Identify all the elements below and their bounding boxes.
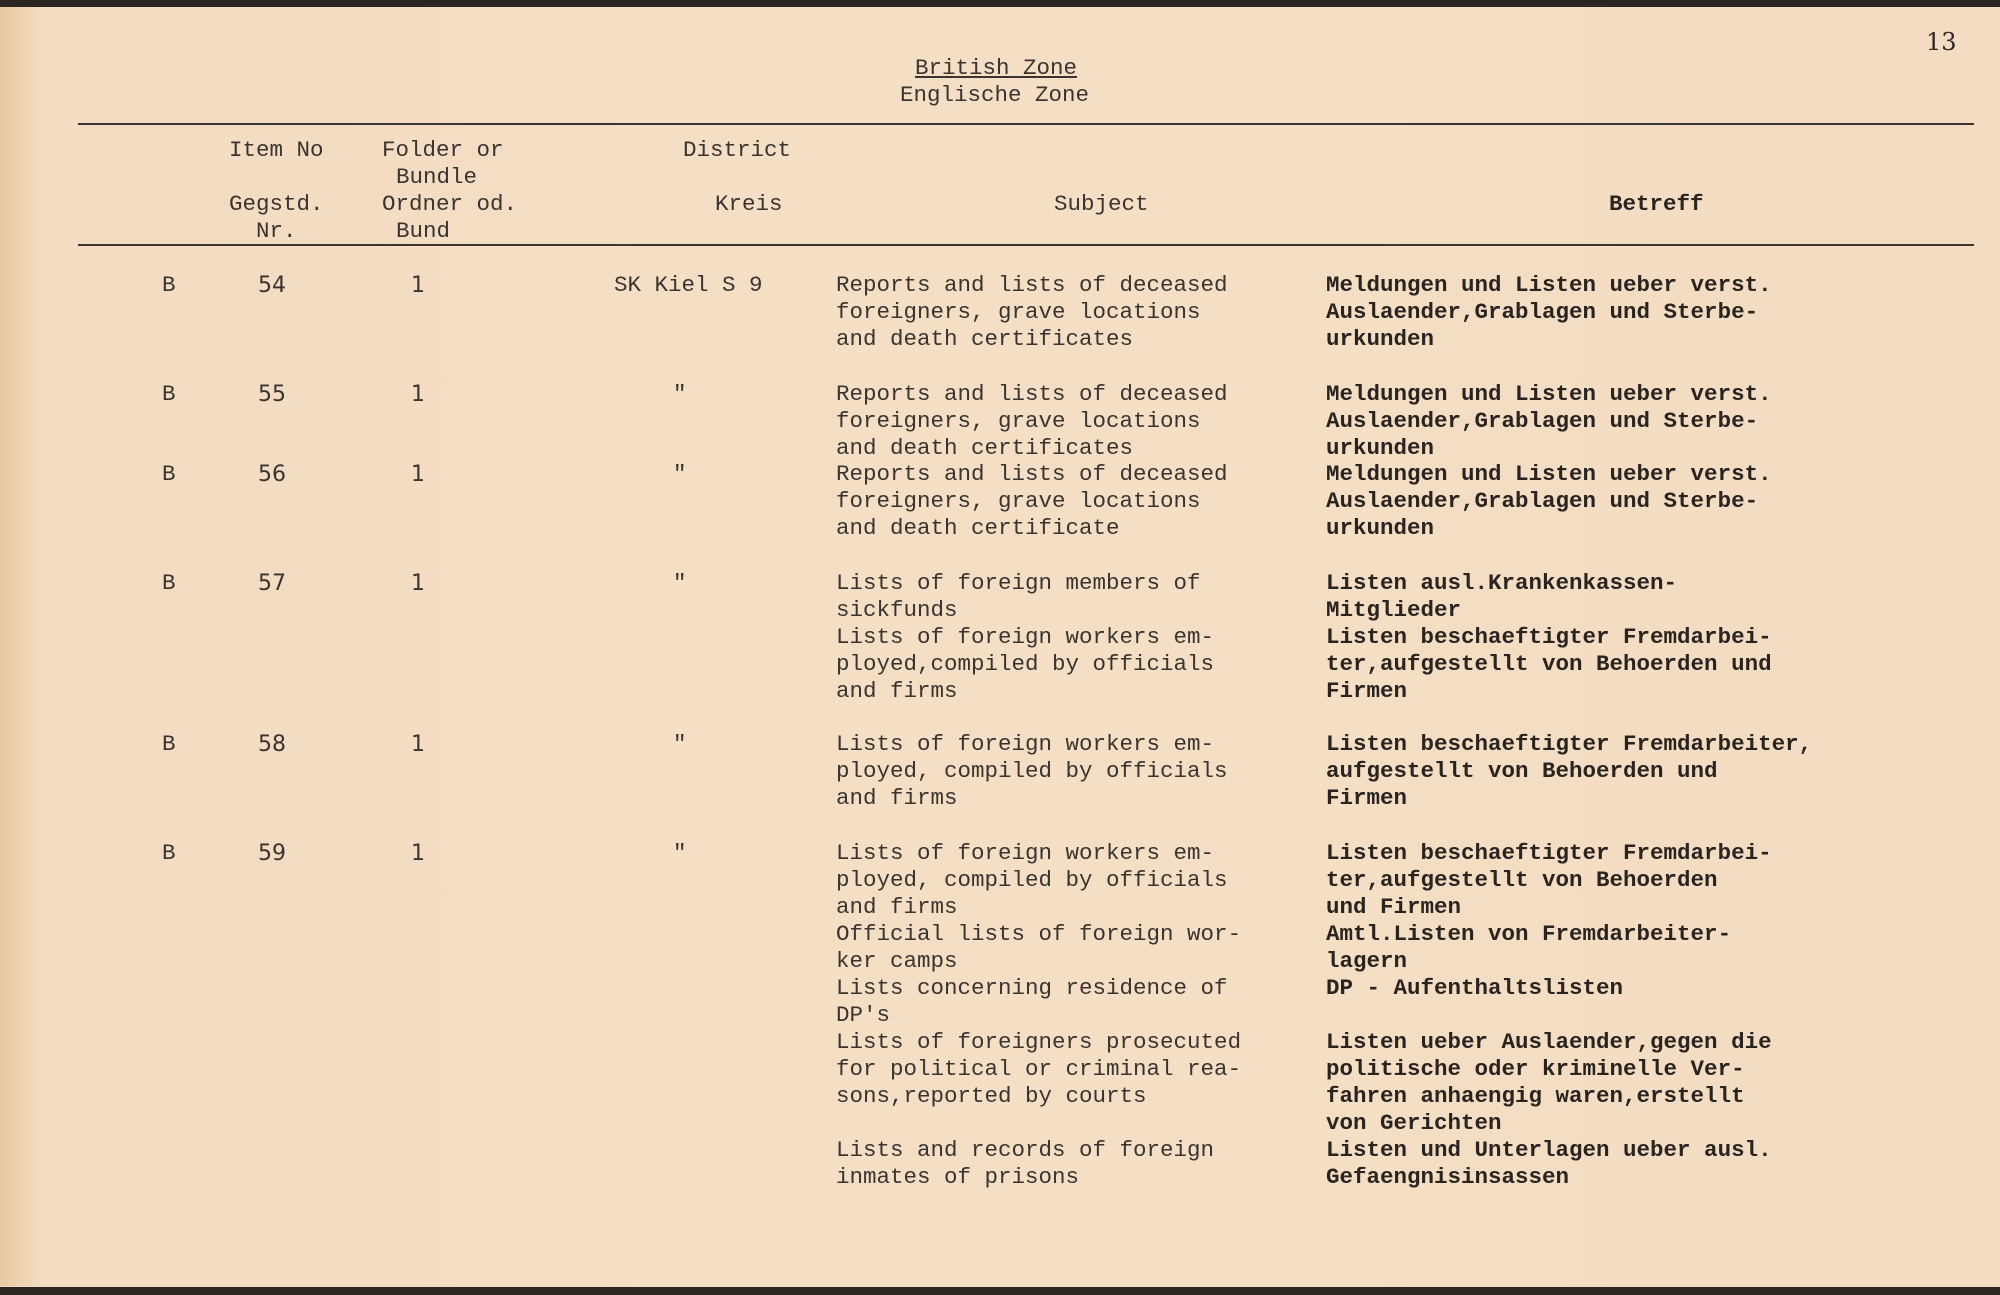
header-bottom-rule — [78, 244, 1974, 246]
betreff-line: Amtl.Listen von Fremdarbeiter- — [1326, 921, 1732, 947]
header-item-no: Item No — [229, 137, 324, 163]
item-number: 57 — [258, 571, 286, 596]
scan-border-bottom — [0, 1287, 2000, 1295]
item-number: 54 — [258, 273, 286, 298]
header-district-de: Kreis — [715, 191, 783, 217]
betreff-line — [1326, 1002, 1772, 1029]
folder-number: 1 — [411, 841, 425, 866]
subject-line: sickfunds — [836, 597, 958, 623]
district-cell: " — [673, 840, 687, 866]
folder-number: 1 — [411, 732, 425, 757]
subject-line: Reports and lists of deceased — [836, 461, 1228, 487]
subject-line: Reports and lists of deceased — [836, 272, 1228, 298]
betreff-line: urkunden — [1326, 515, 1435, 541]
district-cell: " — [673, 731, 687, 757]
betreff-line: Firmen — [1326, 785, 1408, 811]
header-top-rule — [78, 123, 1974, 125]
page-number: 13 — [1926, 28, 1957, 56]
betreff-line: Mitglieder — [1326, 597, 1462, 623]
series-letter: B — [162, 731, 176, 757]
header-folder-de2: Bund — [396, 218, 451, 244]
betreff-line: DP - Aufenthaltslisten — [1326, 975, 1624, 1001]
betreff-line: Listen ausl.Krankenkassen- — [1326, 570, 1678, 596]
betreff-line: Gefaengnisinsassen — [1326, 1164, 1570, 1190]
item-number: 59 — [258, 841, 286, 866]
betreff-line: urkunden — [1326, 326, 1435, 352]
betreff-line: Listen beschaeftigter Fremdarbei- — [1326, 624, 1772, 650]
series-letter: B — [162, 461, 176, 487]
betreff-line: Meldungen und Listen ueber verst. — [1326, 272, 1772, 298]
betreff-cell — [1326, 570, 1772, 705]
betreff-line: Listen beschaeftigter Fremdarbeiter, — [1326, 731, 1813, 757]
betreff-cell — [1326, 381, 1772, 462]
betreff-line: aufgestellt von Behoerden und — [1326, 758, 1718, 784]
subject-line: Lists of foreign workers em- — [836, 840, 1215, 866]
district-cell: SK Kiel S 9 — [614, 272, 763, 298]
folder-number: 1 — [411, 571, 425, 596]
subject-cell — [836, 461, 1228, 542]
item-number: 55 — [258, 382, 286, 407]
scan-border-top — [0, 0, 2000, 7]
betreff-line: und Firmen — [1326, 894, 1462, 920]
subject-line: inmates of prisons — [836, 1164, 1080, 1190]
subject-line: and firms — [836, 785, 958, 811]
header-subject: Subject — [1054, 191, 1149, 217]
subject-line: Official lists of foreign wor- — [836, 921, 1242, 947]
series-letter: B — [162, 840, 176, 866]
subject-line: ployed, compiled by officials — [836, 867, 1228, 893]
betreff-line: Auslaender,Grablagen und Sterbe- — [1326, 299, 1759, 325]
betreff-line: Meldungen und Listen ueber verst. — [1326, 461, 1772, 487]
folder-number: 1 — [411, 462, 425, 487]
subject-line: Lists and records of foreign — [836, 1137, 1215, 1163]
betreff-line: Firmen — [1326, 678, 1408, 704]
betreff-line: Listen ueber Auslaender,gegen die — [1326, 1029, 1772, 1055]
betreff-line: Meldungen und Listen ueber verst. — [1326, 381, 1772, 407]
series-letter: B — [162, 272, 176, 298]
subject-cell — [836, 381, 1228, 462]
betreff-line: Listen beschaeftigter Fremdarbei- — [1326, 840, 1772, 866]
subject-line: DP's — [836, 1002, 891, 1028]
betreff-line: ter,aufgestellt von Behoerden — [1326, 867, 1718, 893]
betreff-line: Auslaender,Grablagen und Sterbe- — [1326, 408, 1759, 434]
header-folder: Folder or — [382, 137, 504, 163]
subject-cell — [836, 570, 1214, 705]
item-number: 56 — [258, 462, 286, 487]
subject-line: for political or criminal rea- — [836, 1056, 1242, 1082]
folder-number: 1 — [411, 382, 425, 407]
header-district: District — [683, 137, 792, 163]
series-letter: B — [162, 570, 176, 596]
subject-cell — [836, 840, 1241, 1191]
betreff-line: Auslaender,Grablagen und Sterbe- — [1326, 488, 1759, 514]
header-folder-de: Ordner od. — [382, 191, 518, 217]
subject-line: foreigners, grave locations — [836, 488, 1201, 514]
betreff-line: Listen und Unterlagen ueber ausl. — [1326, 1137, 1772, 1163]
betreff-cell — [1326, 731, 1812, 812]
header-item-no-de: Gegstd. — [229, 191, 324, 217]
subject-line: and death certificate — [836, 515, 1120, 541]
subject-line: Reports and lists of deceased — [836, 381, 1228, 407]
header-folder2: Bundle — [396, 164, 478, 190]
subject-line: and firms — [836, 678, 958, 704]
title-german: Englische Zone — [900, 82, 1090, 108]
header-betreff: Betreff — [1609, 191, 1704, 217]
subject-line: and firms — [836, 894, 958, 920]
subject-line: sons,reported by courts — [836, 1083, 1147, 1109]
betreff-cell — [1326, 272, 1772, 353]
betreff-line: fahren anhaengig waren,erstellt — [1326, 1083, 1745, 1109]
betreff-cell — [1326, 461, 1772, 542]
subject-line: Lists of foreign members of — [836, 570, 1201, 596]
betreff-line: politische oder kriminelle Ver- — [1326, 1056, 1745, 1082]
subject-line: Lists of foreign workers em- — [836, 624, 1215, 650]
district-cell: " — [673, 570, 687, 596]
betreff-line: lagern — [1326, 948, 1408, 974]
series-letter: B — [162, 381, 176, 407]
folder-number: 1 — [411, 273, 425, 298]
item-number: 58 — [258, 732, 286, 757]
betreff-cell — [1326, 840, 1772, 1191]
subject-line: foreigners, grave locations — [836, 408, 1201, 434]
betreff-line: von Gerichten — [1326, 1110, 1502, 1136]
subject-line: Lists concerning residence of — [836, 975, 1228, 1001]
district-cell: " — [673, 461, 687, 487]
subject-line: ker camps — [836, 948, 958, 974]
title-english: British Zone — [915, 55, 1078, 81]
subject-line: ployed,compiled by officials — [836, 651, 1215, 677]
subject-line: and death certificates — [836, 326, 1134, 352]
subject-line — [836, 1110, 1241, 1137]
subject-cell — [836, 731, 1228, 812]
betreff-line: ter,aufgestellt von Behoerden und — [1326, 651, 1772, 677]
district-cell: " — [673, 381, 687, 407]
subject-line: and death certificates — [836, 435, 1134, 461]
subject-line: foreigners, grave locations — [836, 299, 1201, 325]
betreff-line: urkunden — [1326, 435, 1435, 461]
subject-line: Lists of foreign workers em- — [836, 731, 1215, 757]
subject-line: Lists of foreigners prosecuted — [836, 1029, 1242, 1055]
subject-cell — [836, 272, 1228, 353]
header-item-no-de2: Nr. — [256, 218, 297, 244]
subject-line: ployed, compiled by officials — [836, 758, 1228, 784]
